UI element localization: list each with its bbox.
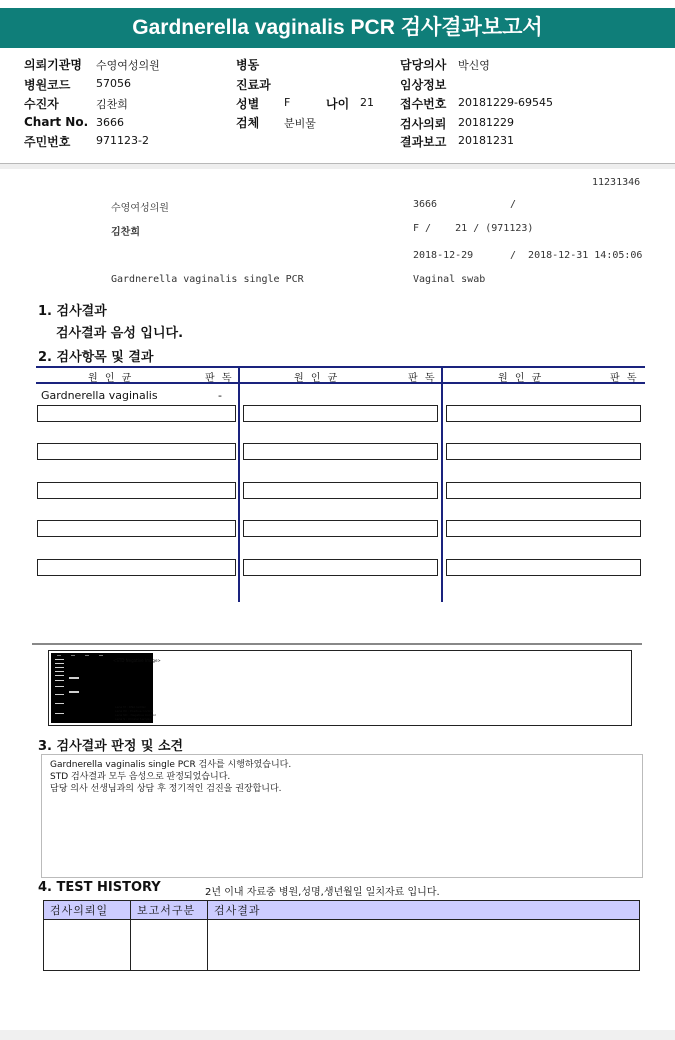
label-report-date: 결과보고 (400, 135, 447, 149)
gel-legend-item: Lane S : Clinical Sample (115, 717, 152, 721)
history-cell (131, 920, 208, 971)
result-box (446, 520, 641, 537)
col1-judgement-header: 판 독 (205, 373, 234, 384)
opinion-line: Gardnerella vaginalis single PCR 검사를 시행하였습니다. (50, 760, 292, 770)
col3-judgement-header: 판 독 (610, 373, 639, 384)
label-receipt-no: 접수번호 (400, 97, 447, 111)
slip-date-report: / 2018-12-31 14:05:06 (510, 250, 643, 261)
value-receipt-no: 20181229-69545 (458, 96, 553, 109)
result-box (243, 520, 438, 537)
results-grid-divider-1 (238, 366, 240, 602)
label-requesting-clinic: 의뢰기관명 (24, 58, 82, 72)
label-ward: 병동 (236, 58, 260, 72)
results-grid-top-border (36, 366, 645, 368)
slip-sex-age: F / 21 / (971123) (413, 223, 534, 234)
history-table (43, 900, 640, 971)
result-box (446, 443, 641, 460)
result-box (446, 559, 641, 576)
opinion-line: STD 검사결과 모두 음성으로 판정되었습니다. (50, 772, 231, 782)
result-pathogen: Gardnerella vaginalis (41, 389, 158, 402)
col2-pathogen-header: 원 인 균 (294, 373, 340, 384)
result-box (243, 405, 438, 422)
history-col-result: 검사결과 (208, 901, 640, 920)
value-chart-no: 3666 (96, 116, 124, 129)
section2-heading: 2. 검사항목 및 결과 (38, 350, 154, 365)
header-info (24, 56, 664, 151)
result-box (37, 443, 236, 460)
slip-specimen: Vaginal swab (413, 274, 486, 285)
gel-legend (115, 705, 156, 721)
result-box (243, 443, 438, 460)
history-cell (208, 920, 640, 971)
value-patient: 김찬희 (96, 98, 128, 111)
opinion-line: 담당 의사 선생님과의 상담 후 정기적인 검진을 권장합니다. (50, 784, 282, 794)
history-col-request-date: 검사의뢰일 (44, 901, 131, 920)
history-col-report-type: 보고서구분 (131, 901, 208, 920)
result-box (446, 482, 641, 499)
slip-test-name: Gardnerella vaginalis single PCR (111, 274, 304, 285)
result-box (37, 559, 236, 576)
result-box (37, 482, 236, 499)
gel-legend-item: Lane NC : Negative Control (115, 713, 156, 717)
label-chart-no: Chart No. (24, 115, 89, 129)
slip-chart: 3666 (413, 199, 438, 210)
slip-date-received: 2018-12-29 (413, 250, 474, 261)
value-specimen: 분비물 (284, 117, 316, 130)
label-specimen: 검체 (236, 116, 260, 130)
history-row (44, 920, 640, 971)
slip-clinic: 수영여성의원 (111, 203, 169, 214)
slip-name: 김찬희 (111, 227, 140, 238)
report-title: Gardnerella vaginalis PCR 검사결과보고서 (0, 8, 675, 48)
header-divider-band (0, 164, 675, 169)
slip-slash: / (510, 199, 517, 210)
label-department: 진료과 (236, 78, 271, 92)
result-judgement: - (218, 389, 222, 402)
section4-heading: 4. TEST HISTORY (38, 880, 161, 895)
opinion-box (41, 754, 643, 878)
value-report-date: 20181231 (458, 134, 514, 147)
history-header-row (44, 901, 640, 920)
col2-judgement-header: 판 독 (408, 373, 437, 384)
label-age: 나이 (326, 97, 350, 111)
gel-legend-item: Lane M : DNA ladder (115, 705, 146, 709)
label-doctor: 담당의사 (400, 58, 447, 72)
gel-image-title: <STD Negative Image> (113, 658, 161, 663)
gel-legend-item: Lane PC : Positive Control (115, 709, 154, 713)
label-resident-no: 주민번호 (24, 135, 71, 149)
value-doctor: 박신영 (458, 59, 490, 72)
label-sex: 성별 (236, 97, 260, 111)
section4-note: 2년 이내 자료중 병원,성명,생년월일 일치자료 입니다. (205, 887, 440, 898)
value-resident-no: 971123-2 (96, 134, 149, 147)
section1-heading: 1. 검사결과 (38, 304, 107, 319)
col3-pathogen-header: 원 인 균 (498, 373, 544, 384)
value-requesting-clinic: 수영여성의원 (96, 59, 160, 72)
label-patient: 수진자 (24, 97, 59, 111)
value-sex: F (284, 96, 291, 109)
section1-result: 검사결과 음성 입니다. (56, 326, 184, 341)
col1-pathogen-header: 원 인 균 (88, 373, 134, 384)
label-hospital-code: 병원코드 (24, 78, 71, 92)
section3-heading: 3. 검사결과 판정 및 소견 (38, 739, 184, 754)
result-box (37, 520, 236, 537)
page-bottom-band (0, 1030, 675, 1040)
result-box (446, 405, 641, 422)
results-grid-divider-2 (441, 366, 443, 602)
value-request-date: 20181229 (458, 116, 514, 129)
result-box (37, 405, 236, 422)
history-cell (44, 920, 131, 971)
label-clinical-info: 임상정보 (400, 78, 447, 92)
gel-section-divider (32, 643, 642, 645)
gel-image-panel (48, 650, 632, 726)
result-box (243, 559, 438, 576)
label-request-date: 검사의뢰 (400, 117, 447, 131)
value-age: 21 (360, 96, 374, 109)
value-hospital-code: 57056 (96, 77, 131, 90)
result-box (243, 482, 438, 499)
slip-code: 11231346 (592, 177, 641, 188)
